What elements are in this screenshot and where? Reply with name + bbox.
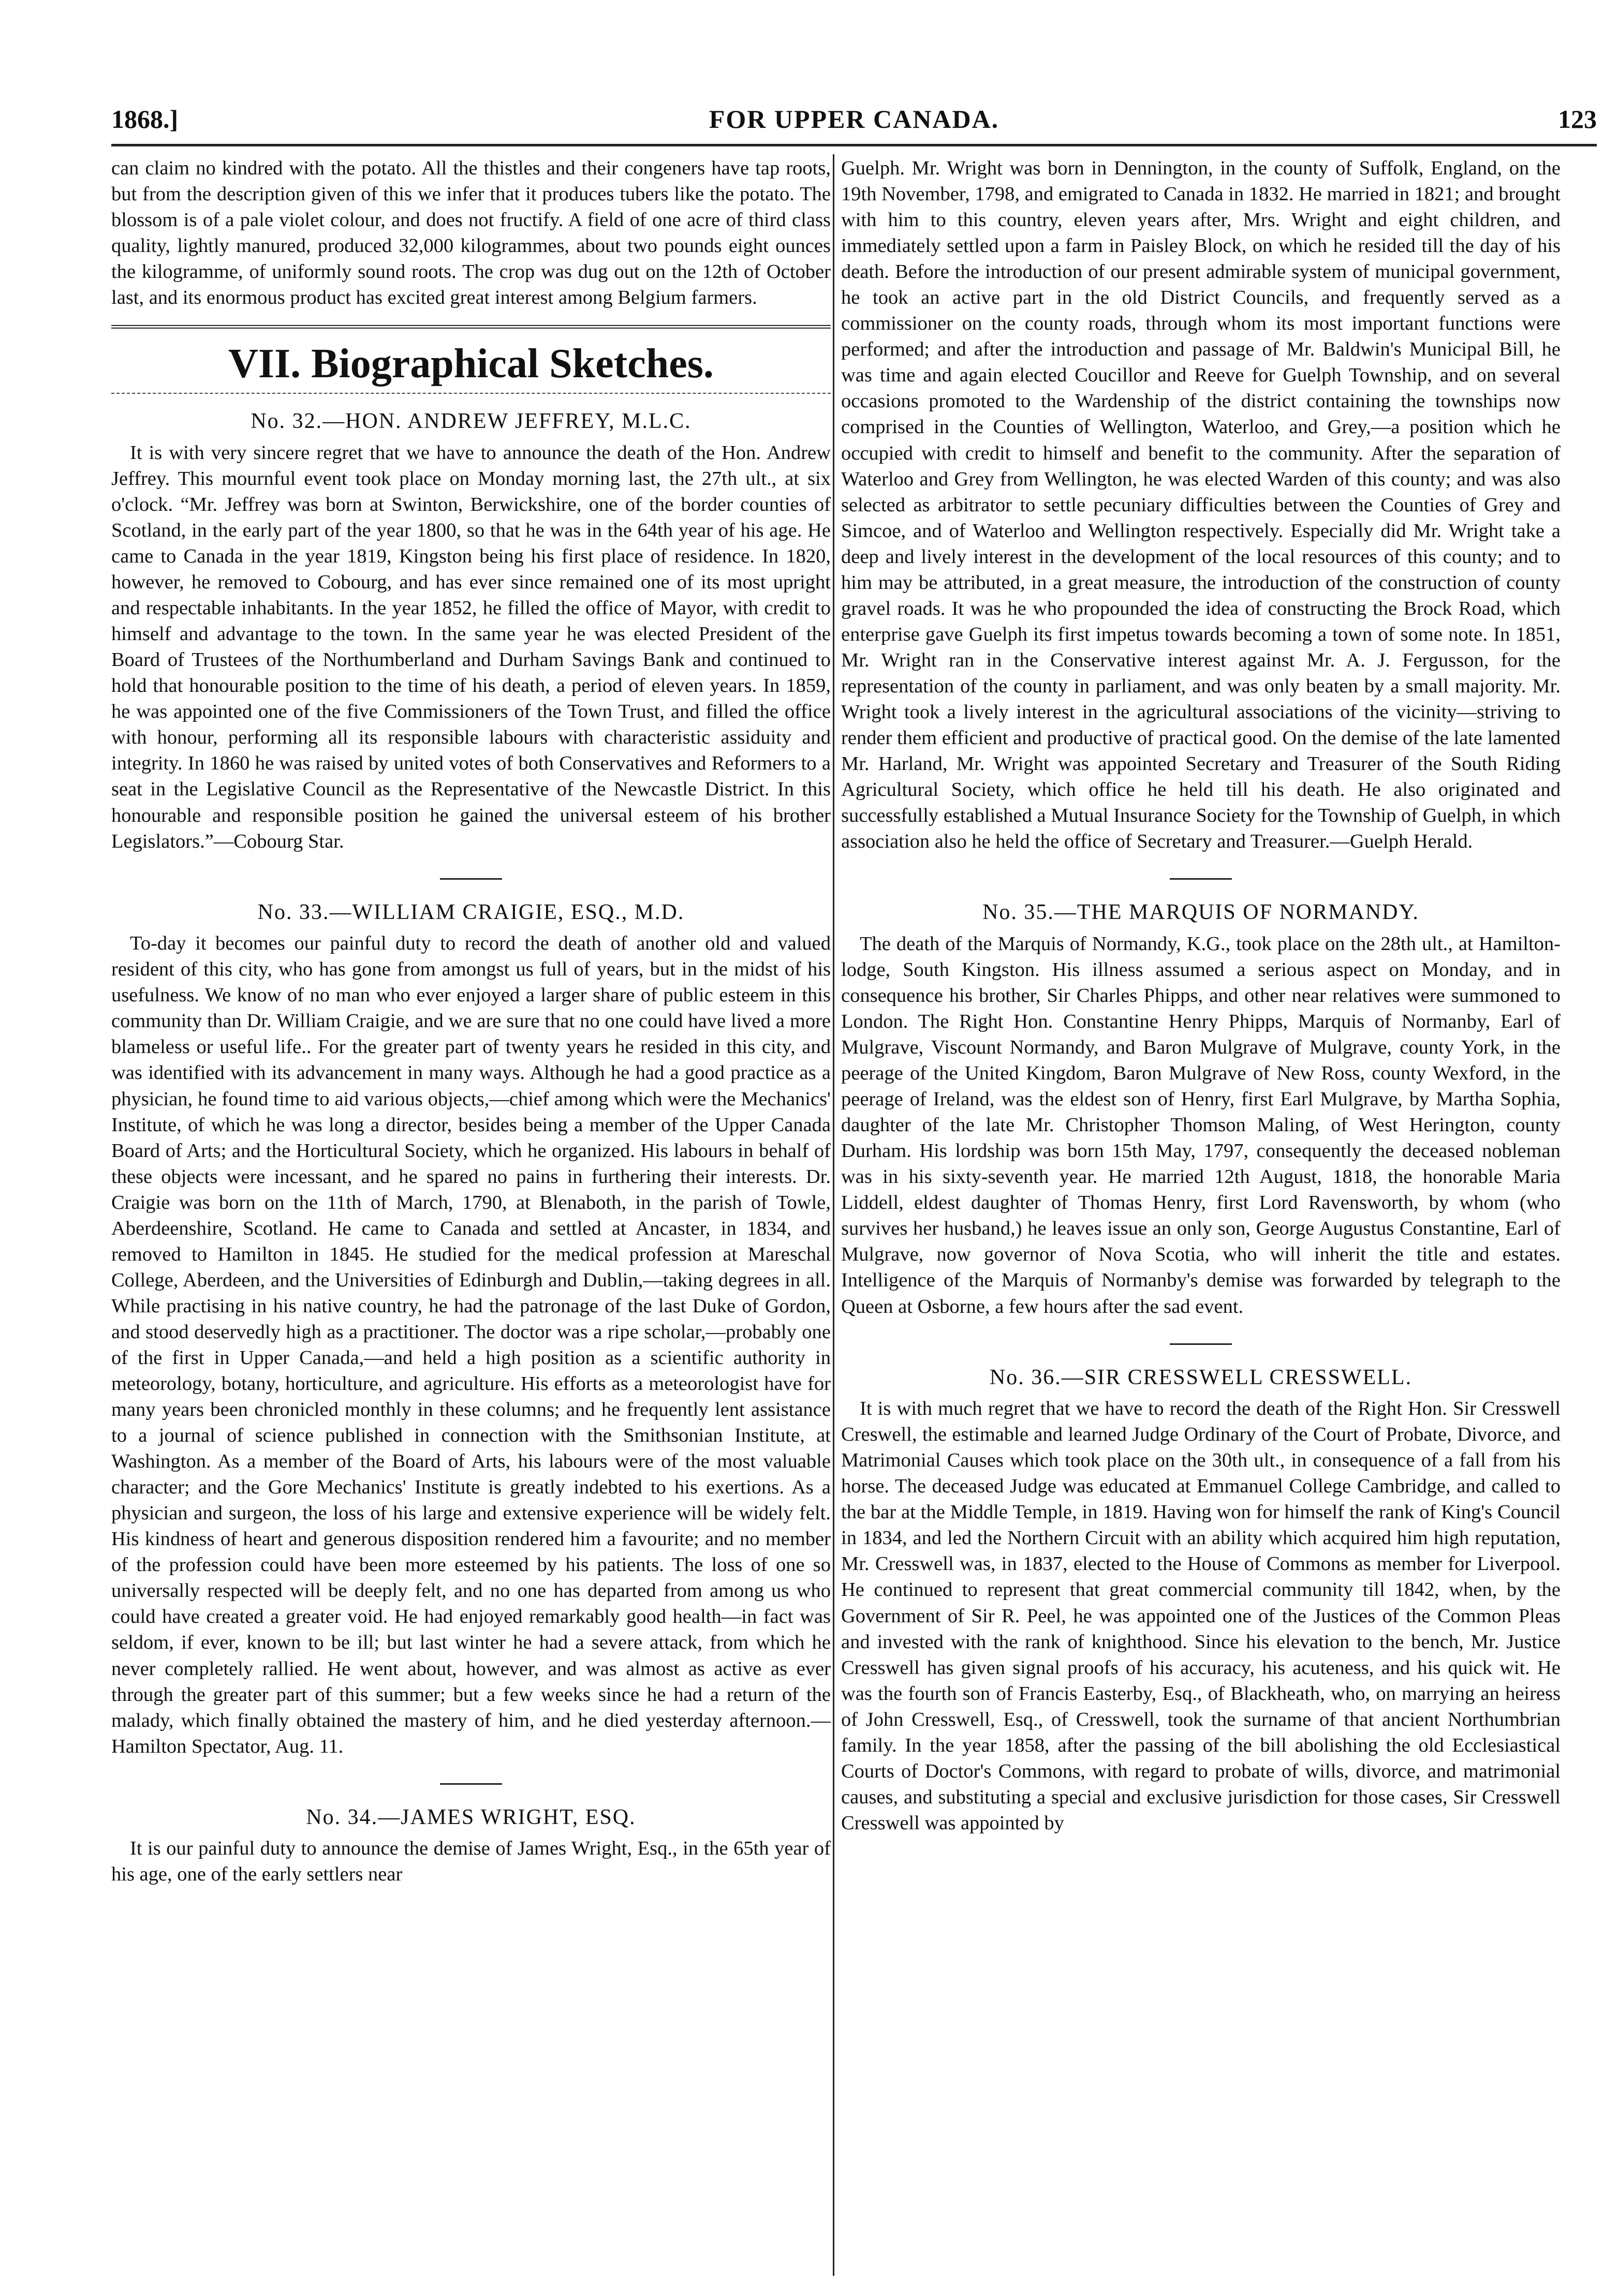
- article-36-body: It is with much regret that we have to record the death of the Right Hon. Sir Cresswell Creswell, the estimable and learned Judge Ordinary of the Court of Probate, Divorce, and Matrimonial Causes which took place on the 30th ult., in consequence of a fall from his horse. The deceased Judge was educated at Emmanuel College Cambridge, and called to the bar at the Middle Temple, in 1819. Having won for himself the rank of King's Council in 1834, and led the Northern Circuit with an ability which acquired him high reputation, Mr. Cresswell was, in 1837, elected to the House of Commons as member for Liverpool. He continued to represent that great commercial community till 1842, when, by the Government of Sir R. Peel, he was appointed one of the Justices of the Common Pleas and invested with the rank of knighthood. Since his elevation to the bench, Mr. Justice Cresswell has given signal proofs of his accuracy, his acuteness, and his quick wit. He was the fourth son of Francis Easterby, Esq., of Blackheath, who, on marrying an heiress of John Cresswell, Esq., of Cresswell, took the surname of that ancient Northumbrian family. In the year 1858, after the passing of the bill abolishing the old Ecclesiastical Courts of Doctor's Commons, with regard to probate of wills, divorce, and matrimonial causes, and substituting a special and exclusive jurisdiction for those cases, Sir Cresswell Cresswell was appointed by: [841, 1398, 1561, 1834]
- section-top-rule: [111, 325, 831, 329]
- running-head: [111, 101, 1597, 137]
- article-divider: [1170, 878, 1232, 880]
- article-32-title: No. 32.—HON. ANDREW JEFFREY, M.L.C.: [251, 409, 692, 434]
- article-32-body: It is with very sincere regret that we have to announce the death of the Hon. Andrew Jeffrey. This mournful event took place on Monday morning last, the 27th ult., at six o'clock. “Mr. Jeffrey was born at Swinton, Berwickshire, one of the border counties of Scotland, in the early part of the year 1800, so that he was in the 64th year of his age. He came to Canada in the year 1819, Kingston being his first place of residence. In 1820, however, he removed to Cobourg, and has ever since remained one of its most upright and respectable inhabitants. In the year 1852, he filled the office of Mayor, with credit to himself and advantage to the town. In the same year he was elected President of the Board of Trustees of the Northumberland and Durham Savings Bank and continued to hold that honourable position to the time of his death, a period of eleven years. In 1859, he was appointed one of the five Commissioners of the Town Trust, and filled the office with honour, performing all its responsible labours with characteristic assiduity and integrity. In 1860 he was raised by united votes of both Conservatives and Reformers to a seat in the Legislative Council as the Representative of the Newcastle District. In this honourable and responsible position he gained the universal esteem of his brother Legislators.”—Cobourg Star.: [111, 441, 831, 852]
- intro-paragraph: can claim no kindred with the potato. All the thistles and their congeners have tap roots, but from the description given of this we infer that it produces tubers like the potato. The blossom is of a pale violet colour, and does not fructify. A field of one acre of third class quality, lightly manured, produced 32,000 kilogrammes, about two pounds eight ounces the kilogramme, of uniformly sound roots. The crop was dug out on the 12th of October last, and its enormous product has excited great interest among Belgium farmers.: [111, 157, 831, 309]
- article-34-body-start: It is our painful duty to announce the demise of James Wright, Esq., in the 65th year of his age, one of the early settlers near: [111, 1838, 831, 1886]
- page-date: 1868.]: [111, 105, 179, 134]
- left-column: [111, 155, 831, 2282]
- section-bottom-rule: [111, 393, 831, 394]
- article-33-body: To-day it becomes our painful duty to record the death of another old and valued resident of this city, who has gone from amongst us full of years, but in the midst of his usefulness. We know of no man who ever enjoyed a larger share of public esteem in this community than Dr. William Craigie, and we are sure that no one could have lived a more blameless or useful life.. For the greater part of twenty years he resided in this city, and was identified with its advancement in many ways. Although he had a good practice as a physician, he found time to aid various objects,—chief among which were the Mechanics' Institute, of which he was long a director, besides being a member of the Upper Canada Board of Arts; and the Horticultural Society, which he organized. His labours in behalf of these objects were incessant, and he spared no pains in furthering their interests. Dr. Craigie was born on the 11th of March, 1790, at Blenaboth, in the parish of Towle, Aberdeenshire, Scotland. He came to Canada and settled at Ancaster, in 1834, and removed to Hamilton in 1845. He studied for the medical profession at Mareschal College, Aberdeen, and the Universities of Edinburgh and Dublin,—taking degrees in all. While practising in his native country, he had the patronage of the last Duke of Gordon, and stood deservedly high as a practitioner. The doctor was a ripe scholar,—probably one of the first in Upper Canada,—and held a high position as a scientific authority in meteorology, botany, horticulture, and agriculture. His efforts as a meteorologist have for many years been chronicled monthly in these columns; and he frequently lent assistance to a journal of science published in connection with the Smithsonian Institute, at Washington. As a member of the Board of Arts, his labours were of the most valuable character; and the Gore Mechanics' Institute is greatly indebted to his exertions. As a physician and surgeon, the loss of his large and extensive experience will be widely felt. His kindness of heart and generous disposition rendered him a favourite; and no member of the profession could have been more esteemed by his patients. The loss of one so universally respected will be deeply felt, and no one has departed from among us who could have created a greater void. He had enjoyed remarkably good health—in fact was seldom, if ever, known to be ill; but last winter he had a severe attack, from which he never completely rallied. He went about, however, and was almost as active as ever through the greater part of this summer; but a few weeks since he had a return of the malady, which finally obtained the mastery of him, and he died yesterday afternoon.—Hamilton Spectator, Aug. 11.: [111, 932, 831, 1757]
- page-number: 123: [1558, 105, 1597, 134]
- article-divider: [440, 878, 502, 880]
- header-rule: [111, 144, 1597, 146]
- article-33-title: No. 33.—WILLIAM CRAIGIE, ESQ., M.D.: [257, 900, 685, 924]
- article-divider: [1170, 1343, 1232, 1345]
- right-column: [841, 155, 1561, 2282]
- article-34-title: No. 34.—JAMES WRIGHT, ESQ.: [306, 1805, 636, 1829]
- article-35-body: The death of the Marquis of Normandy, K.G., took place on the 28th ult., at Hamilton-lodge, South Kingston. His illness assumed a serious aspect on Monday, and in consequence his brother, Sir Charles Phipps, and other near relatives were summoned to London. The Right Hon. Constantine Henry Phipps, Marquis of Normanby, Earl of Mulgrave, Viscount Normandy, and Baron Mulgrave of Mulgrave, county York, in the peerage of the United Kingdom, Baron Mulgrave of New Ross, county Wexford, in the peerage of Ireland, was the eldest son of Henry, first Earl Mulgrave, by Martha Sophia, daughter of the late Mr. Christopher Thomson Maling, of West Herington, county Durham. His lordship was born 15th May, 1797, consequently the deceased nobleman was in his sixty-seventh year. He married 12th August, 1818, the honorable Maria Liddell, eldest daughter of Thomas Henry, first Lord Ravensworth, by whom (who survives her husband,) he leaves issue an only son, George Augustus Constantine, Earl of Mulgrave, now governor of Nova Scotia, who will inherit the title and estates. Intelligence of the Marquis of Normanby's demise was forwarded by telegraph to the Queen at Osborne, a few hours after the sad event.: [841, 932, 1561, 1317]
- article-35-title: No. 35.—THE MARQUIS OF NORMANDY.: [982, 900, 1419, 925]
- article-36-title: No. 36.—SIR CRESSWELL CRESSWELL.: [989, 1365, 1413, 1389]
- article-34-body-continued: Guelph. Mr. Wright was born in Dennington, in the county of Suffolk, England, on the 19th November, 1798, and emigrated to Canada in 1832. He married in 1821; and brought with him to this country, eleven years after, Mrs. Wright and eight children, and immediately settled upon a farm in Paisley Block, on which he resided till the day of his death. Before the introduction of our present admirable system of municipal government, he took an active part in the old District Councils, and frequently served as a commissioner on the county roads, through whom its most important functions were performed; and after the introduction and passage of Mr. Baldwin's Municipal Bill, he was time and again elected Coucillor and Reeve for Guelph Township, and on several occasions promoted to the Wardenship of the district containing the townships now comprised in the Counties of Wellington, Waterloo, and Grey,—a position which he occupied with credit to himself and benefit to the community. After the separation of Waterloo and Grey from Wellington, he was elected Warden of this county; and was also selected as arbitrator to settle pecuniary difficulties between the Counties of Grey and Simcoe, and of Waterloo and Wellington respectively. Especially did Mr. Wright take a deep and lively interest in the development of the local resources of this county; and to him may be attributed, in a great measure, the introduction of the construction of county gravel roads. It was he who propounded the idea of constructing the Brock Road, which enterprise gave Guelph its first impetus towards becoming a town of some note. In 1851, Mr. Wright ran in the Conservative interest against Mr. A. J. Fergusson, for the representation of the county in parliament, and was only beaten by a small majority. Mr. Wright took a lively interest in the agricultural associations of the vicinity—striving to render them efficient and productive of practical good. On the demise of the late lamented Mr. Harland, Mr. Wright was appointed Secretary and Treasurer of the South Riding Agricultural Society, which office he held till his death. He also originated and successfully established a Mutual Insurance Society for the Township of Guelph, in which association also he held the office of Secretary and Treasurer.—Guelph Herald.: [841, 157, 1561, 853]
- column-rule: [833, 154, 834, 2276]
- article-divider: [440, 1783, 502, 1785]
- section-header: VII. Biographical Sketches.: [228, 341, 714, 387]
- journal-title: FOR UPPER CANADA.: [709, 105, 999, 134]
